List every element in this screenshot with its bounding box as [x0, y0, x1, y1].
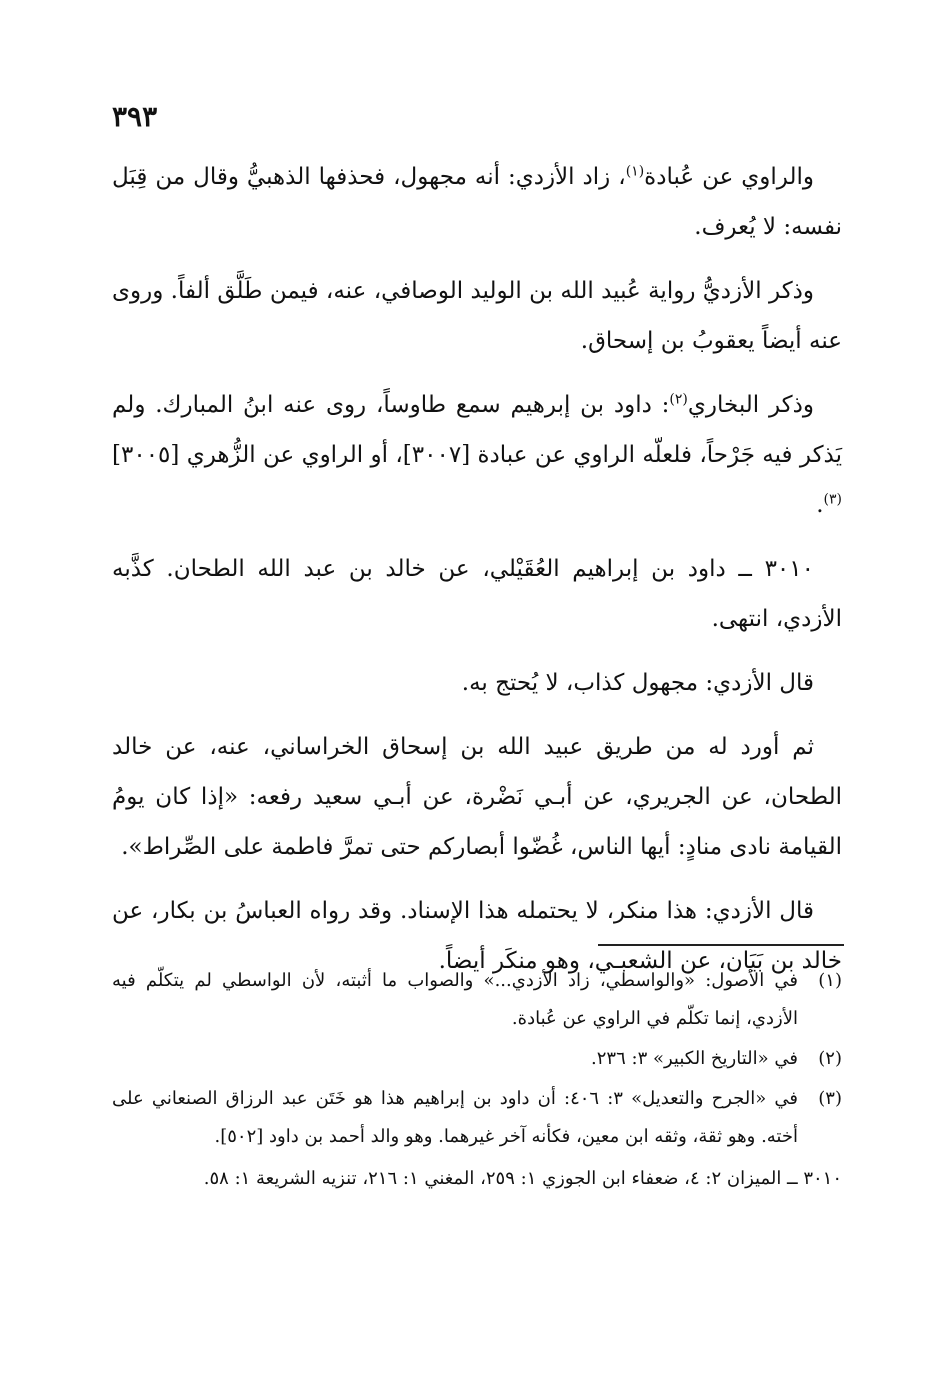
sources-note: ٣٠١٠ ــ الميزان ٢: ٤، ضعفاء ابن الجوزي ١: ٢٥٩، المغني ١: ٢١٦، تنزيه الشريعة ١: ٥٨.: [203, 1168, 842, 1189]
paragraph-3-text-c: .: [816, 492, 824, 518]
paragraph-7: قال الأزدي: هذا منكر، لا يحتمله هذا الإسناد. وقد رواه العباسُ بن بكار، عن خالد بن بَيَان، عن الشعبـي، وهو منكَر أيضاً.: [112, 898, 842, 974]
footnote-text: في «التاريخ الكبير» ٣: ٢٣٦.: [591, 1048, 798, 1069]
footnote-text: في «الجرح والتعديل» ٣: ٤٠٦: أن داود بن إبراهيم هذا هو خَتَن عبد الرزاق الصنعاني على أخته. وهو ثقة، وثقه ابن معين، فكأنه آخر غيرهما. وهو والد أحمد بن داود [٥٠٢].: [112, 1088, 799, 1147]
footnote-divider: [598, 944, 844, 946]
paragraph-1-text-b: ، زاد الأزدي: أنه مجهول، فحذفها الذهبيُّ وقال من قِبَل نفسه: لا يُعرف.: [112, 164, 842, 240]
footnote-2: [112, 1040, 842, 1078]
paragraph-3-text-a: وذكر البخاري: [687, 392, 814, 418]
paragraph-1: [112, 152, 842, 252]
page-number: ٣٩٣: [112, 100, 158, 133]
paragraph-1-text-a: والراوي عن عُبادة: [644, 164, 814, 190]
footnotes: [112, 962, 842, 1198]
footnote-3: [112, 1080, 842, 1156]
footnote-number: (١): [818, 970, 842, 991]
paragraph-2: وذكر الأزديُّ رواية عُبيد الله بن الوليد الوصافي، عنه، فيمن طَلَّق ألفاً. وروى عنه أيضاً يعقوبُ بن إسحاق.: [112, 278, 842, 354]
footnote-1: [112, 962, 842, 1038]
paragraph-3: [112, 380, 842, 530]
entry-3010: ٣٠١٠ ــ داود بن إبراهيم العُقَيْلي، عن خالد بن عبد الله الطحان. كذَّبه الأزدي، انتهى.: [112, 556, 842, 632]
footnote-ref-1: (١): [625, 163, 645, 180]
footnote-text: في الأصول: «والواسطي، زاد الأزدي...» والصواب ما أثبته، لأن الواسطي لم يتكلّم فيه الأزدي، إنما تكلّم في الراوي عن عُبادة.: [112, 970, 798, 1029]
footnote-number: (٢): [818, 1048, 842, 1069]
footnote-ref-3: (٣): [823, 491, 842, 508]
paragraph-5: قال الأزدي: مجهول كذاب، لا يُحتج به.: [461, 670, 814, 696]
main-text: [112, 152, 842, 1000]
footnote-number: (٣): [818, 1088, 842, 1109]
footnote-ref-2: (٢): [669, 391, 688, 408]
paragraph-6: ثم أورد له من طريق عبيد الله بن إسحاق الخراساني، عنه، عن خالد الطحان، عن الجريري، عن أبـي نَضْرة، عن أبـي سعيد رفعه: «إذا كان يومُ القيامة نادى منادٍ: أيها الناس، غُضّوا أبصاركم حتى تمرَّ فاطمة على الصِّراط».: [112, 734, 842, 860]
paragraph-3-text-b: : داود بن إبرهيم سمع طاوساً، روى عنه ابنُ المبارك. ولم يَذكر فيه جَرْحاً، فلعلّه الراوي عن عبادة [٣٠٠٧]، أو الراوي عن الزُّهري [٣٠٠٥]: [112, 392, 842, 468]
